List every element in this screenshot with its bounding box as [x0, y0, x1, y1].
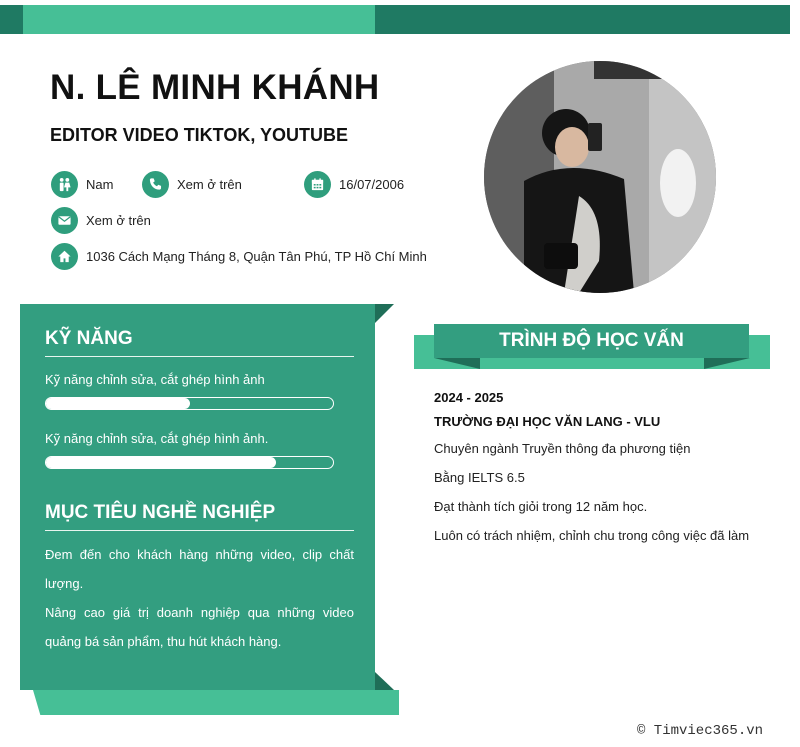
education-detail: Luôn có trách nhiệm, chỉnh chu trong công việc đã làm: [434, 528, 750, 543]
education-detail: Bằng IELTS 6.5: [434, 470, 525, 485]
education-school: TRƯỜNG ĐẠI HỌC VĂN LANG - VLU: [434, 414, 661, 429]
skill-bar: [45, 456, 334, 469]
people-icon: [51, 171, 78, 198]
education-years: 2024 - 2025: [434, 390, 504, 405]
panel-bottom-ribbon: [33, 690, 399, 715]
panel-fold-decoration: [375, 672, 394, 690]
candidate-name: N. LÊ MINH KHÁNH: [50, 68, 380, 107]
objective-paragraph: Nâng cao giá trị doanh nghiệp qua những video quảng bá sản phẩm, thu hút khách hàng.: [45, 605, 354, 649]
profile-photo: [484, 61, 716, 293]
phone-icon: [142, 171, 169, 198]
job-title: EDITOR VIDEO TIKTOK, YOUTUBE: [50, 125, 349, 145]
contact-gender: [51, 171, 113, 198]
copyright-footer: © Timviec365.vn: [637, 723, 764, 739]
objective-title: MỤC TIÊU NGHỀ NGHIỆP: [45, 502, 276, 523]
education-detail: Đạt thành tích giỏi trong 12 năm học.: [434, 499, 648, 514]
birthday-value: 16/07/2006: [339, 177, 405, 192]
skills-title: KỸ NĂNG: [45, 328, 133, 349]
email-value: Xem ở trên: [86, 213, 151, 228]
contact-birthday: [304, 171, 404, 198]
gender-value: Nam: [86, 177, 114, 192]
skill-label: Kỹ năng chỉnh sửa, cắt ghép hình ảnh.: [45, 431, 269, 446]
contact-email: [51, 207, 151, 234]
education-title: TRÌNH ĐỘ HỌC VẤN: [499, 330, 684, 351]
calendar-icon: [304, 171, 331, 198]
objective-paragraph: Đem đến cho khách hàng những video, clip chất lượng.: [45, 547, 354, 591]
envelope-icon: [51, 207, 78, 234]
ribbon-fold-decoration: [704, 358, 750, 369]
ribbon-fold-decoration: [434, 358, 480, 369]
home-icon: [51, 243, 78, 270]
skill-label: Kỹ năng chỉnh sửa, cắt ghép hình ảnh: [45, 372, 265, 387]
section-divider: [45, 530, 354, 531]
address-value: 1036 Cách Mạng Tháng 8, Quận Tân Phú, TP Hồ Chí Minh: [86, 249, 427, 264]
education-ribbon: [434, 324, 749, 358]
top-bar-accent: [23, 5, 375, 34]
section-divider: [45, 356, 354, 357]
skill-bar: [45, 397, 334, 410]
skill-bar-fill: [46, 398, 190, 409]
contact-address: [51, 243, 427, 270]
education-detail: Chuyên ngành Truyền thông đa phương tiện: [434, 441, 691, 456]
skill-bar-fill: [46, 457, 276, 468]
contact-phone: [142, 171, 242, 198]
phone-value: Xem ở trên: [177, 177, 242, 192]
panel-fold-decoration: [375, 304, 394, 323]
